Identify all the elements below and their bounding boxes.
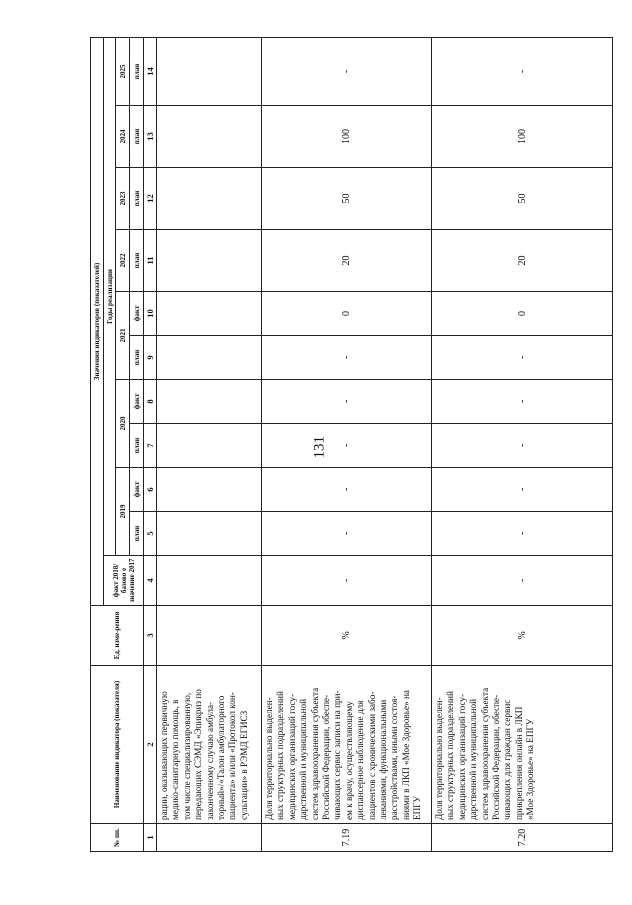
value-cell: - xyxy=(432,512,613,556)
table-row xyxy=(157,37,262,851)
indicator-table-rotated xyxy=(90,38,613,852)
value-cell xyxy=(157,168,262,230)
table-row xyxy=(262,37,432,851)
value-cell xyxy=(157,106,262,168)
unit-cell: % xyxy=(432,606,613,666)
indicator-name xyxy=(262,666,432,824)
value-cell: - xyxy=(262,380,432,424)
header-year: 2023 xyxy=(116,168,130,230)
name-line: Российской Федерации, обеспе- xyxy=(321,694,332,820)
header-no: № пп. xyxy=(91,824,144,852)
column-number: 10 xyxy=(144,292,157,336)
value-cell: - xyxy=(262,512,432,556)
column-number: 4 xyxy=(144,556,157,606)
header-values-title: Значения индикаторов (показателей) xyxy=(91,37,104,605)
name-line: передающих СЭМД «Эпикриз по xyxy=(193,689,204,820)
name-line: леваниями, функциональными xyxy=(378,699,389,820)
value-cell: - xyxy=(432,336,613,380)
header-year: 2019 xyxy=(116,468,130,556)
name-line: медицинских организаций госу- xyxy=(456,693,467,820)
column-number: 8 xyxy=(144,380,157,424)
name-line: медицинских организаций госу- xyxy=(286,693,297,820)
page-number: 131 xyxy=(311,436,328,459)
value-cell xyxy=(157,292,262,336)
value-cell: 100 xyxy=(432,106,613,168)
name-line: медико-санитарную помощь, в xyxy=(170,699,181,820)
header-year: 2024 xyxy=(116,106,130,168)
row-no: 7.19 xyxy=(262,824,432,852)
row-no: 7.20 xyxy=(432,824,613,852)
value-cell: 0 xyxy=(432,292,613,336)
value-cell: - xyxy=(262,336,432,380)
header-plan: план xyxy=(130,512,144,556)
header-name: Наименование индикатора (показателя) xyxy=(91,666,144,824)
value-cell xyxy=(157,37,262,105)
value-cell: 0 xyxy=(262,292,432,336)
column-numbers-row xyxy=(144,37,157,851)
value-cell xyxy=(157,512,262,556)
value-cell xyxy=(157,424,262,468)
header-fact: факт xyxy=(130,468,144,512)
name-line: ных структурных подразделений xyxy=(275,691,286,820)
value-cell: - xyxy=(262,37,432,105)
indicator-name xyxy=(157,666,262,824)
value-cell: - xyxy=(262,556,432,606)
name-line: торный»/«Талон амбулаторного xyxy=(216,695,227,820)
value-cell: 100 xyxy=(262,106,432,168)
value-cell: - xyxy=(432,380,613,424)
header-plan: план xyxy=(130,37,144,105)
column-number: 11 xyxy=(144,230,157,292)
header-plan: план xyxy=(130,230,144,292)
name-line: систем здравоохранения субъекта xyxy=(479,687,490,820)
column-number: 12 xyxy=(144,168,157,230)
value-cell: 50 xyxy=(262,168,432,230)
name-line: расстройствами, иными состоя- xyxy=(389,695,400,820)
column-number: 7 xyxy=(144,424,157,468)
value-cell: - xyxy=(262,424,432,468)
name-line: диспансерное наблюдение для xyxy=(355,700,366,820)
value-cell: - xyxy=(432,37,613,105)
header-year: 2021 xyxy=(116,292,130,380)
header-year: 2020 xyxy=(116,380,130,468)
header-fact: факт xyxy=(130,380,144,424)
name-line: дарственной и муниципальной xyxy=(468,698,479,820)
name-line: ЕПГУ xyxy=(412,795,423,820)
value-cell: - xyxy=(432,468,613,512)
unit-cell: % xyxy=(262,606,432,666)
name-line: чивающих сервис записи на при- xyxy=(332,690,343,820)
value-cell: 50 xyxy=(432,168,613,230)
name-line: пациента» и/или «Протокол кон- xyxy=(227,692,238,820)
column-number: 3 xyxy=(144,606,157,666)
name-line: Доля территориально выделен- xyxy=(434,697,444,820)
name-line: ных структурных подразделений xyxy=(445,691,456,820)
value-cell: - xyxy=(432,424,613,468)
column-number: 9 xyxy=(144,336,157,380)
value-cell: - xyxy=(262,468,432,512)
name-line: ем к врачу, осуществляющему xyxy=(343,701,354,820)
header-year: 2022 xyxy=(116,230,130,292)
indicator-name xyxy=(432,666,613,824)
name-line: законченному случаю амбула- xyxy=(204,701,215,820)
header-plan: план xyxy=(130,336,144,380)
value-cell: - xyxy=(432,556,613,606)
column-number: 5 xyxy=(144,512,157,556)
column-number: 6 xyxy=(144,468,157,512)
header-year: 2025 xyxy=(116,37,130,105)
name-line: «Мое Здоровье» на ЕПГУ xyxy=(525,718,536,820)
column-number: 2 xyxy=(144,666,157,824)
name-line: Доля территориально выделен- xyxy=(264,697,274,820)
name-line: дарственной и муниципальной xyxy=(298,698,309,820)
value-cell: 20 xyxy=(262,230,432,292)
column-number: 14 xyxy=(144,37,157,105)
value-cell xyxy=(157,380,262,424)
table-row xyxy=(432,37,613,851)
column-number: 13 xyxy=(144,106,157,168)
unit-cell xyxy=(157,606,262,666)
value-cell xyxy=(157,336,262,380)
value-cell xyxy=(157,468,262,512)
name-line: рации, оказывающих первичную xyxy=(159,691,169,820)
header-fact-base: факт 2018/базово е значение 2017 xyxy=(104,556,144,606)
name-line: сультации» в РЭМД ЕГИСЗ xyxy=(238,710,249,820)
header-fact: факт xyxy=(130,292,144,336)
header-unit: Ед. изме-рения xyxy=(91,606,144,666)
name-line: систем здравоохранения субъекта xyxy=(309,687,320,820)
header-years-title: Годы реализации xyxy=(104,37,116,555)
name-line: прикрепления онлайн в ЛКП xyxy=(513,706,524,820)
indicator-table xyxy=(90,37,613,852)
name-line: пациентов с хроническими забо- xyxy=(366,691,377,820)
value-cell xyxy=(157,556,262,606)
header-plan: план xyxy=(130,106,144,168)
header-plan: план xyxy=(130,424,144,468)
name-line: том числе специализированную, xyxy=(181,692,192,820)
header-plan: план xyxy=(130,168,144,230)
value-cell xyxy=(157,230,262,292)
name-line: чивающих для граждан сервис xyxy=(502,699,513,820)
column-number: 1 xyxy=(144,824,157,852)
name-line: Российской Федерации, обеспе- xyxy=(491,694,502,820)
row-no xyxy=(157,824,262,852)
value-cell: 20 xyxy=(432,230,613,292)
name-line: ниями в ЛКП «Мое Здоровье» на xyxy=(400,690,411,820)
